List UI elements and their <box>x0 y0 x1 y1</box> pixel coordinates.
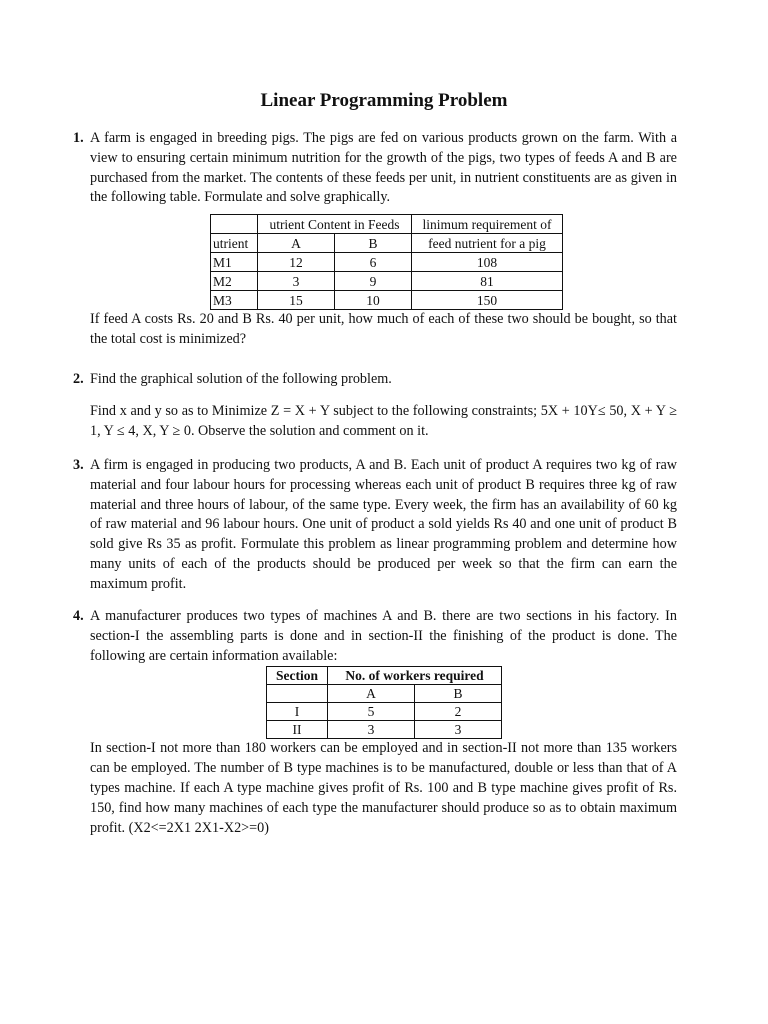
table-cell: 3 <box>328 721 415 739</box>
table-cell: 12 <box>258 253 335 272</box>
table-cell: 9 <box>335 272 412 291</box>
question-2 <box>73 370 677 441</box>
table-header: A <box>328 685 415 703</box>
question-4 <box>73 607 677 838</box>
table-header: A <box>258 234 335 253</box>
table-cell: II <box>267 721 328 739</box>
table-header: B <box>415 685 502 703</box>
table-row <box>211 291 563 310</box>
table-header-row <box>211 234 563 253</box>
table-header-row <box>267 667 502 685</box>
table-cell: 15 <box>258 291 335 310</box>
question-text: Find x and y so as to Minimize Z = X + Y subject to the following constraints; 5X + 10Y≤ 50, X + Y ≥ 1, Y ≤ 4, X, Y ≥ 0. Observe the solution and comment on it. <box>90 402 677 439</box>
table-cell: 150 <box>412 291 563 310</box>
question-text: A firm is engaged in producing two products, A and B. Each unit of product A requires two kg of raw material and four labour hours for processing whereas each unit of product B requires three kg of raw material and three hours of labour, of the same type. Every week, the firm has an availability of 60 kg of raw material and 96 labour hours. One unit of product a sold yields Rs 40 and one unit of product B sold give Rs 35 as profit. Formulate this problem as linear programming problem and determine how many units of each of the products should be produced per week so that the firm can earn the maximum profit. <box>90 457 677 592</box>
table-cell: M3 <box>211 291 258 310</box>
table-header: feed nutrient for a pig <box>412 234 563 253</box>
table-header: B <box>335 234 412 253</box>
table-header-row <box>211 215 563 234</box>
table-cell: M1 <box>211 253 258 272</box>
table-row <box>211 272 563 291</box>
table-cell: I <box>267 703 328 721</box>
table-header: linimum requirement of <box>412 215 563 234</box>
table-header: Section <box>267 667 328 685</box>
table-row <box>267 703 502 721</box>
question-number: 4. <box>73 608 84 624</box>
table-cell: M2 <box>211 272 258 291</box>
question-1 <box>73 129 677 350</box>
table-cell: 5 <box>328 703 415 721</box>
table-header: No. of workers required <box>328 667 502 685</box>
question-number: 2. <box>73 371 84 387</box>
table-header-row <box>267 685 502 703</box>
table-cell <box>267 685 328 703</box>
table-row <box>211 253 563 272</box>
table-cell: 6 <box>335 253 412 272</box>
table-row <box>267 721 502 739</box>
table-header: utrient <box>211 234 258 253</box>
table-cell <box>211 215 258 234</box>
table-cell: 81 <box>412 272 563 291</box>
question-number: 1. <box>73 130 84 146</box>
table-cell: 10 <box>335 291 412 310</box>
table-header: utrient Content in Feeds <box>258 215 412 234</box>
table-cell: 2 <box>415 703 502 721</box>
question-3 <box>73 456 677 595</box>
question-text: A manufacturer produces two types of machines A and B. there are two sections in his factory. In section-I the assembling parts is done and in section-II the finishing of the product is done. The following are certain information available: <box>90 608 677 664</box>
page-title: Linear Programming Problem <box>260 90 508 111</box>
section-workers-table <box>266 666 502 739</box>
table-cell: 3 <box>415 721 502 739</box>
question-text: If feed A costs Rs. 20 and B Rs. 40 per unit, how much of each of these two should be bought, so that the total cost is minimized? <box>90 311 677 347</box>
question-text: In section-I not more than 180 workers can be employed and in section-II not more than 135 workers can be employed. The number of B type machines is to be manufactured, double or less than that of A types machine. If each A type machine gives profit of Rs. 100 and B type machine gives profit of Rs. 150, find how many machines of each type the manufacturer should produce so as to obtain maximum profit. (X2<=2X1 2X1-X2>=0) <box>90 740 677 836</box>
question-text: A farm is engaged in breeding pigs. The pigs are fed on various products grown on the farm. With a view to ensuring certain minimum nutrition for the growth of the pigs, two types of feeds A and B are purchased from the market. The contents of these feeds per unit, in nutrient constituents are as given in the following table. Formulate and solve graphically. <box>90 130 677 206</box>
feed-nutrient-table <box>210 214 563 310</box>
table-cell: 108 <box>412 253 563 272</box>
question-number: 3. <box>73 457 84 473</box>
table-cell: 3 <box>258 272 335 291</box>
question-text: Find the graphical solution of the following problem. <box>90 371 392 387</box>
